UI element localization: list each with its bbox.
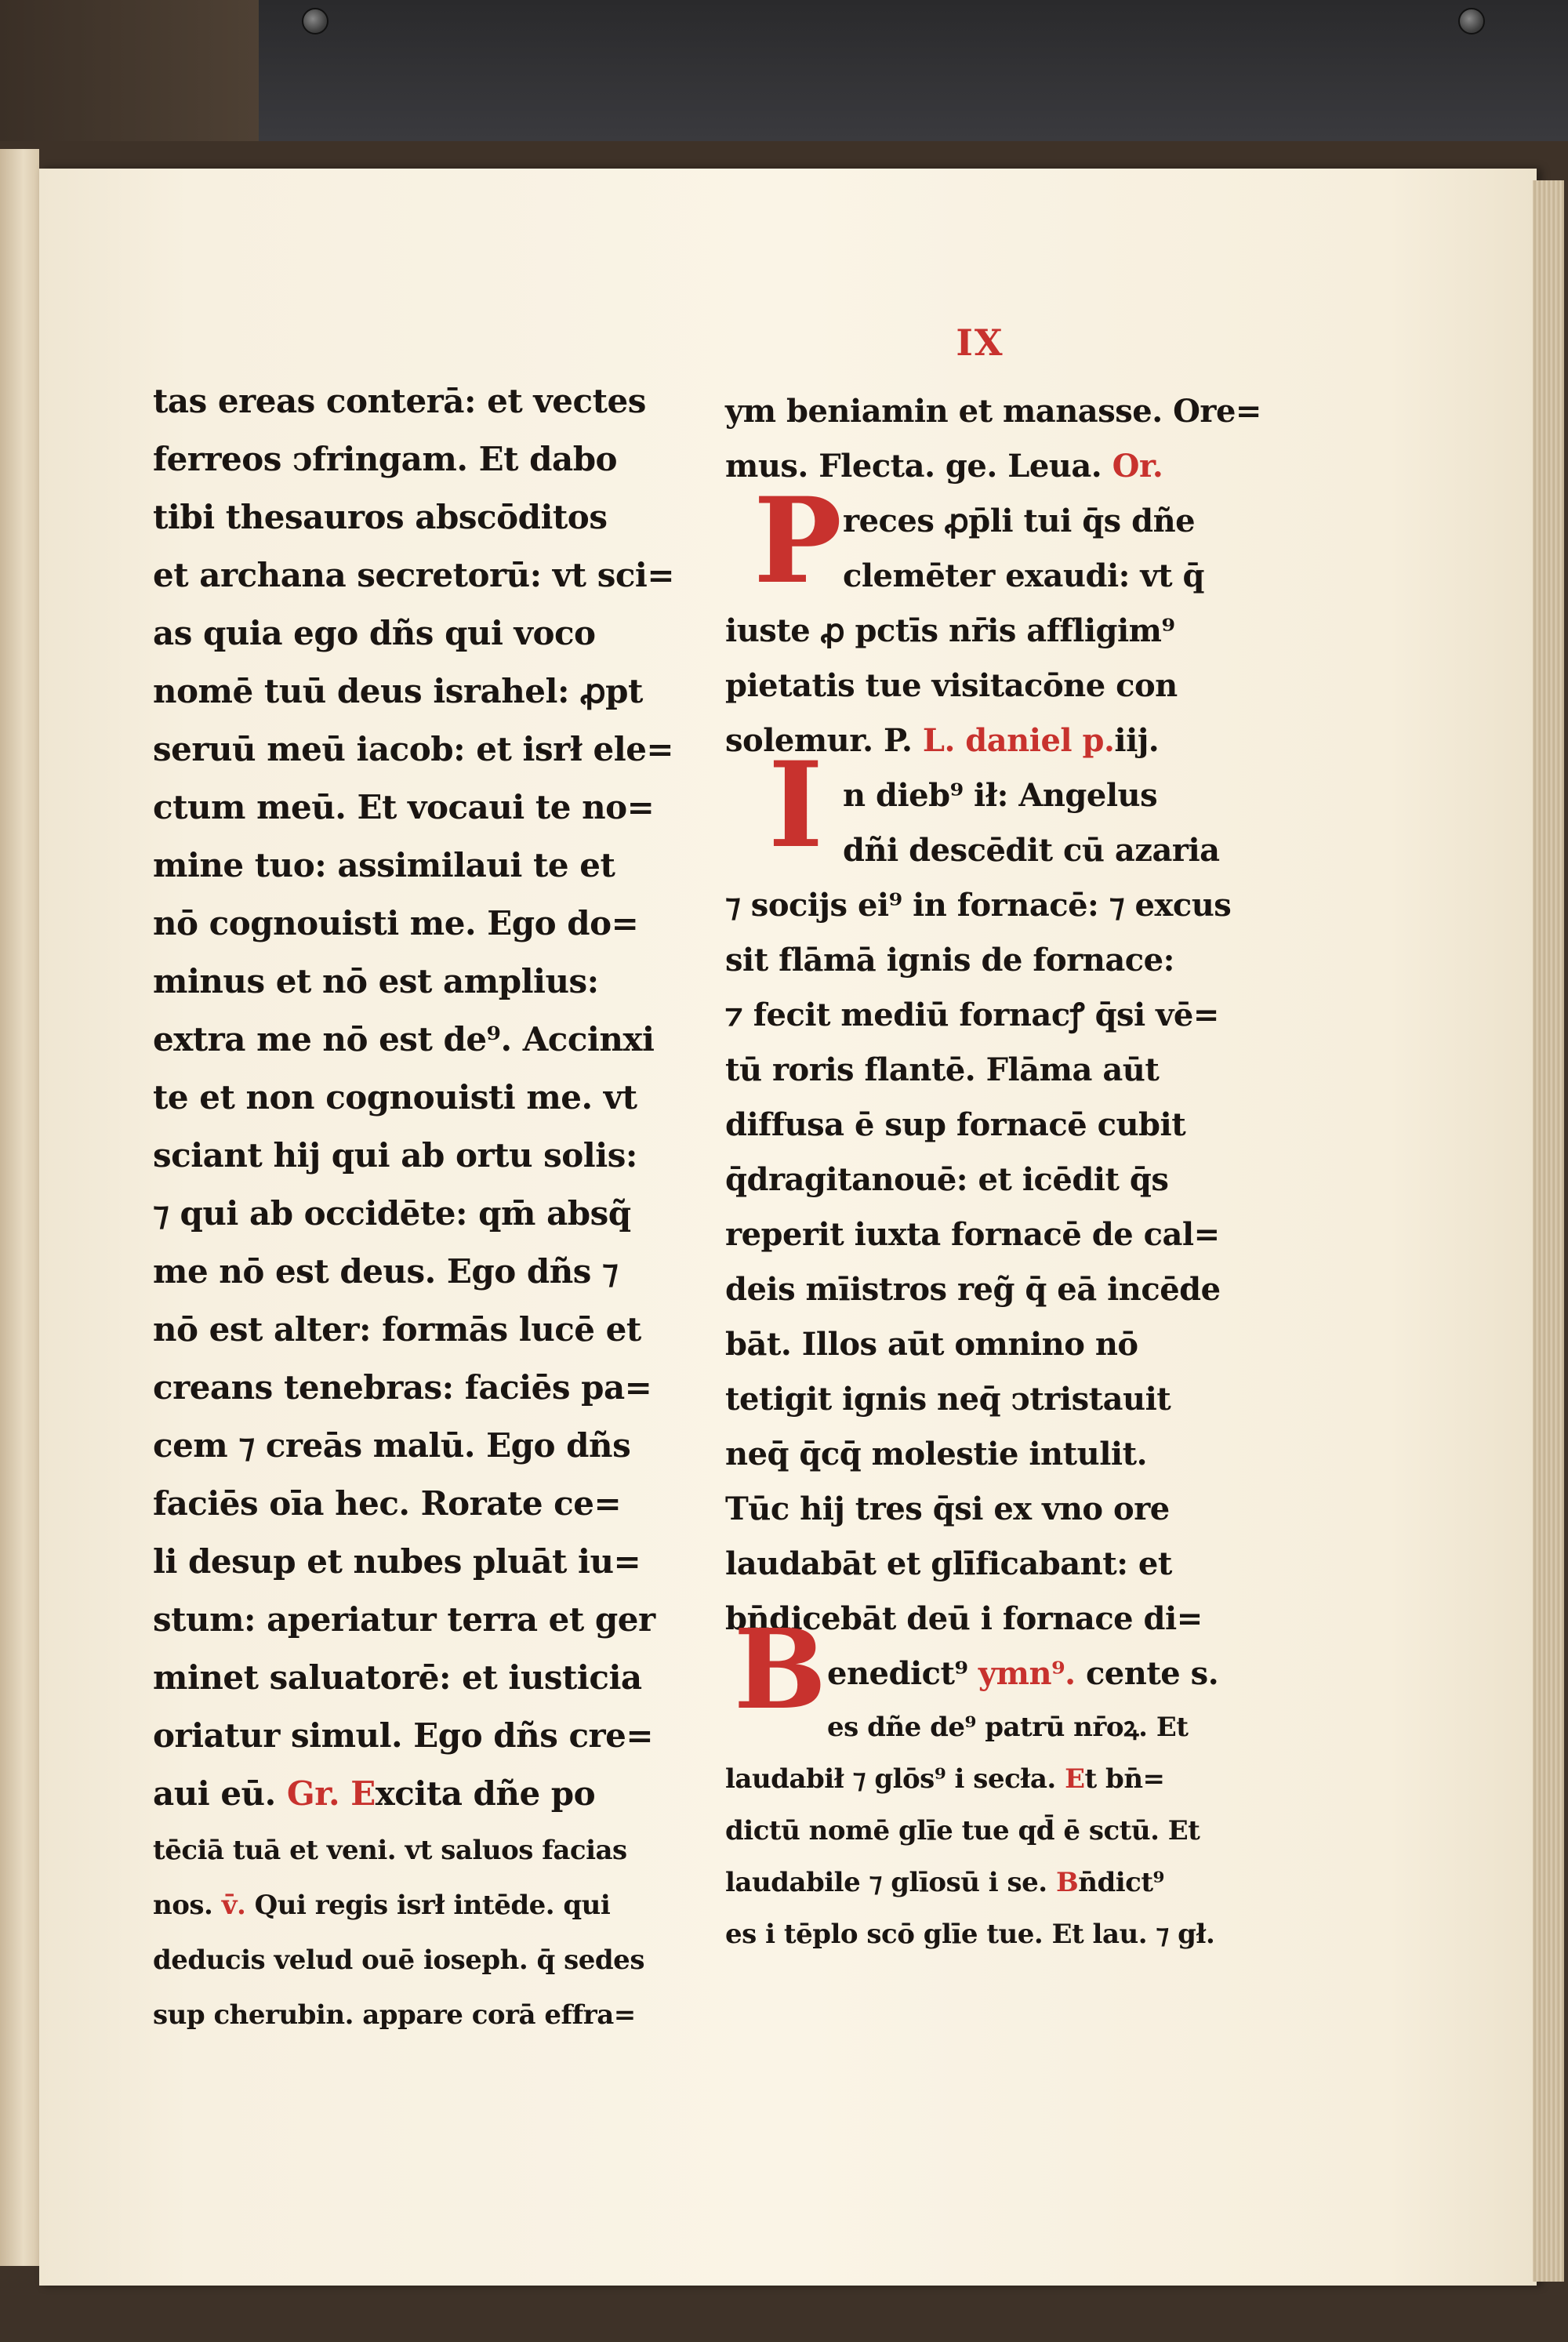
- text-line: laudabāt et glīficabant: et: [725, 1545, 1172, 1582]
- text-line: dictū nomē glīe tue qd̄ ē sctū. Et: [725, 1815, 1200, 1846]
- text-line: bn̄dicebāt deū i fornace di=: [725, 1600, 1203, 1637]
- rubric-lesson: L. daniel p.: [922, 722, 1115, 759]
- text-line: seruū meū iacob: et isrł ele=: [153, 730, 674, 768]
- text-line: cem ⁊ creās malū. Ego dñs: [153, 1426, 631, 1465]
- text-line: es dñe de⁹ patrū nr̄oꝝ. Et: [827, 1712, 1189, 1743]
- left-page-leaf: [0, 149, 39, 2266]
- left-text-column: [153, 372, 675, 2042]
- decorated-initial-i: I: [768, 736, 824, 874]
- text-line: oriatur simul. Ego dñs cre=: [153, 1716, 654, 1755]
- screw-icon: [1458, 8, 1485, 34]
- text-line: neq̄ q̄cq̄ molestie intulit.: [725, 1436, 1147, 1472]
- scanner-mount-plate: [259, 0, 1568, 144]
- text-line: deducis velud ouē ioseph. q̄ sedes: [153, 1944, 644, 1976]
- text-line: te et non cognouisti me. vt: [153, 1078, 637, 1117]
- text-line: et archana secretorū: vt sci=: [153, 556, 675, 594]
- text-line: deis mīistros reg̃ q̄ eā incēde: [725, 1271, 1221, 1308]
- decorated-initial-b: B: [733, 1606, 827, 1734]
- text-line: tēciā tuā et veni. vt saluos facias: [153, 1835, 627, 1866]
- text-line: ctum meū. Et vocaui te no=: [153, 788, 655, 826]
- rubric-initial-e: E: [350, 1774, 376, 1813]
- text-line: nō cognouisti me. Ego do=: [153, 904, 639, 942]
- text-line: bāt. Illos aūt omnino nō: [725, 1326, 1138, 1363]
- text-line: minus et nō est amplius:: [153, 962, 599, 1000]
- rubric-initial-e: E: [1065, 1763, 1085, 1795]
- text-line: ym beniamin et manasse. Ore=: [725, 393, 1261, 430]
- text-line-mixed: [725, 1857, 1243, 1908]
- text-line: es i tēplo scō glīe tue. Et lau. ⁊ gł.: [725, 1919, 1215, 1950]
- decorated-initial-p: P: [753, 472, 842, 610]
- text-segment: aui eū.: [153, 1774, 287, 1813]
- text-segment: enedict⁹: [827, 1655, 978, 1692]
- text-segment: iij.: [1114, 722, 1160, 759]
- text-segment: n̄dict⁹: [1078, 1867, 1164, 1898]
- screw-icon: [302, 8, 328, 34]
- text-line: pietatis tue visitacōne con: [725, 667, 1178, 704]
- text-line: li desup et nubes pluāt iu=: [153, 1542, 641, 1581]
- text-line: nō est alter: formās lucē et: [153, 1310, 641, 1349]
- text-line: tū roris flantē. Flāma aūt: [725, 1051, 1160, 1088]
- text-line: ferreos ↄfringam. Et dabo: [153, 440, 618, 478]
- text-line: reperit iuxta fornacē de cal=: [725, 1216, 1220, 1253]
- text-segment: cente s.: [1075, 1655, 1219, 1692]
- text-segment: solemur. P.: [725, 722, 923, 759]
- text-segment: laudabił ⁊ glōs⁹ i secła.: [725, 1763, 1065, 1795]
- text-line: tas ereas conterā: et vectes: [153, 382, 646, 420]
- text-line-mixed: [153, 1765, 655, 1823]
- text-line: reces ꝓp̄li tui q̄s dñe: [843, 503, 1196, 539]
- rubric-oratio: Or.: [1112, 448, 1163, 485]
- text-line: tibi thesauros abscōditos: [153, 498, 608, 536]
- text-line: tetigit ignis neq̄ ↄtristauit: [725, 1381, 1171, 1418]
- text-line: Tūc hij tres q̄si ex vno ore: [725, 1491, 1170, 1527]
- text-line: sit flāmā ignis de fornace:: [725, 942, 1174, 979]
- text-line: sup cherubin. appare corā effra=: [153, 1999, 636, 2031]
- text-line: minet saluatorē: et iusticia: [153, 1658, 642, 1697]
- page-fore-edge: [1533, 180, 1564, 2282]
- text-line: stum: aperiatur terra et ger: [153, 1600, 655, 1639]
- text-line: n dieb⁹ ił: Angelus: [843, 777, 1158, 814]
- text-line: q̄dragitanouē: et icēdit q̄s: [725, 1161, 1169, 1198]
- text-segment: Qui regis isrł intēde. qui: [254, 1890, 611, 1921]
- text-line: faciēs oīa hec. Rorate ce=: [153, 1484, 622, 1523]
- text-segment: nos.: [153, 1890, 222, 1921]
- text-line: ⁊ fecit mediū fornacꝭ q̄si vē=: [725, 997, 1219, 1033]
- text-line: iuste ꝓ pctīs nr̄is affligim⁹: [725, 612, 1175, 649]
- folio-number: IX: [956, 321, 1004, 364]
- text-line: diffusa ē sup fornacē cubit: [725, 1106, 1186, 1143]
- text-line: ⁊ qui ab occidēte: qm̄ absq̃: [153, 1194, 631, 1233]
- text-line: ⁊ socijs ei⁹ in fornacē: ⁊ excus: [725, 887, 1232, 924]
- text-line-mixed: [153, 1878, 655, 1933]
- text-segment: xcita dñe po: [375, 1774, 596, 1813]
- text-segment: mus. Flecta. ge. Leua.: [725, 448, 1112, 485]
- text-line: nomē tuū deus israhel: ꝓpt: [153, 672, 643, 710]
- rubric-initial-b: B: [1055, 1867, 1079, 1898]
- text-line: sciant hij qui ab ortu solis:: [153, 1136, 637, 1175]
- text-line: extra me nō est de⁹. Accinxi: [153, 1020, 655, 1058]
- text-line: mine tuo: assimilaui te et: [153, 846, 615, 884]
- rubric-hymnus: ymn⁹.: [978, 1655, 1076, 1692]
- text-line: clemēter exaudi: vt q̄: [843, 557, 1204, 594]
- text-line: creans tenebras: faciēs pa=: [153, 1368, 652, 1407]
- text-segment: t bn̄=: [1084, 1763, 1165, 1795]
- text-line: dñi descēdit cū azaria: [843, 832, 1220, 869]
- text-line-mixed: [725, 1753, 1243, 1805]
- text-line: as quia ego dñs qui voco: [153, 614, 596, 652]
- text-line: me nō est deus. Ego dñs ⁊: [153, 1252, 619, 1291]
- rubric-gr: Gr.: [286, 1774, 351, 1813]
- rubric-versicle: v̄.: [221, 1890, 255, 1921]
- text-segment: laudabile ⁊ glīosū i se.: [725, 1867, 1056, 1898]
